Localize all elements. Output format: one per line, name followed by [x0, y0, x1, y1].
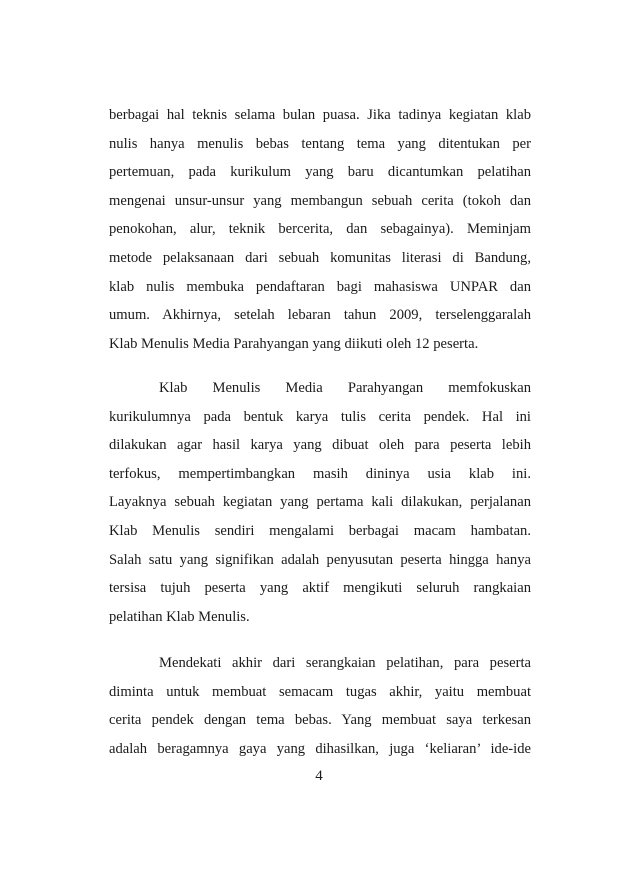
paragraph-line: klab nulis membuka pendaftaran bagi mahasiswa UNPAR dan	[109, 278, 531, 295]
paragraph-line: penokohan, alur, teknik bercerita, dan sebagainya). Meminjam	[109, 221, 531, 238]
paragraph-line: cerita pendek dengan tema bebas. Yang membuat saya terkesan	[109, 712, 531, 729]
page-number: 4	[315, 768, 323, 784]
paragraph-line: nulis hanya menulis bebas tentang tema yang ditentukan per	[109, 135, 531, 152]
paragraph-3	[109, 649, 531, 763]
paragraph-line: Layaknya sebuah kegiatan yang pertama kali dilakukan, perjalanan	[109, 494, 531, 511]
paragraph-line: diminta untuk membuat semacam tugas akhir, yaitu membuat	[109, 683, 531, 700]
paragraph-1	[109, 101, 531, 358]
paragraph-line: pelatihan Klab Menulis.	[109, 608, 250, 625]
paragraph-line: umum. Akhirnya, setelah lebaran tahun 2009, terselenggaralah	[109, 307, 531, 324]
paragraph-line: Klab Menulis Media Parahyangan memfokuskan	[159, 380, 531, 396]
paragraph-line: dilakukan agar hasil karya yang dibuat oleh para peserta lebih	[109, 437, 531, 454]
paragraph-line: berbagai hal teknis selama bulan puasa. Jika tadinya kegiatan klab	[109, 107, 531, 123]
paragraph-line: kurikulumnya pada bentuk karya tulis cerita pendek. Hal ini	[109, 408, 531, 425]
paragraph-line: terfokus, mempertimbangkan masih dininya usia klab ini.	[109, 465, 531, 482]
paragraph-line: metode pelaksanaan dari sebuah komunitas literasi di Bandung,	[109, 249, 531, 266]
paragraph-2	[109, 374, 531, 631]
paragraph-line: adalah beragamnya gaya yang dihasilkan, juga ‘keliaran’ ide-ide	[109, 740, 531, 757]
paragraph-line: Klab Menulis Media Parahyangan yang diikuti oleh 12 peserta.	[109, 335, 479, 352]
paragraph-line: Klab Menulis sendiri mengalami berbagai macam hambatan.	[109, 522, 531, 539]
paragraph-line: tersisa tujuh peserta yang aktif mengikuti seluruh rangkaian	[109, 580, 531, 597]
paragraph-line: Salah satu yang signifikan adalah penyusutan peserta hingga hanya	[109, 551, 531, 568]
paragraph-line: mengenai unsur-unsur yang membangun sebuah cerita (tokoh dan	[109, 192, 531, 209]
paragraph-line: Mendekati akhir dari serangkaian pelatihan, para peserta	[159, 655, 531, 671]
paragraph-line: pertemuan, pada kurikulum yang baru dicantumkan pelatihan	[109, 164, 531, 181]
